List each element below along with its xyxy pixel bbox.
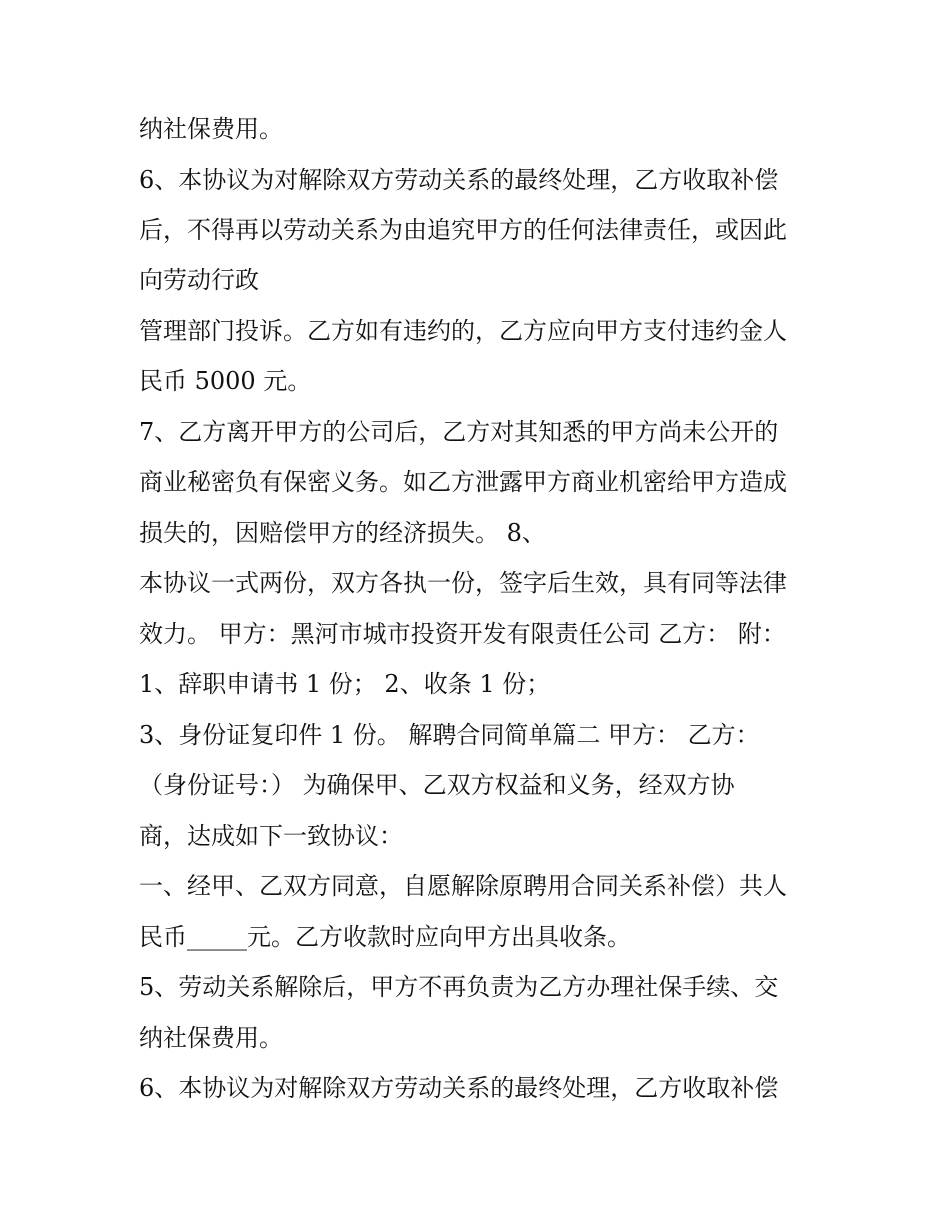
- text-line: 后，不得再以劳动关系为由追究甲方的任何法律责任，或因此: [139, 216, 787, 244]
- text-line: 6、本协议为对解除双方劳动关系的最终处理，乙方收取补偿: [139, 166, 779, 194]
- text-line: 本协议一式两份，双方各执一份，签字后生效，具有同等法律: [139, 569, 787, 597]
- text-line: （身份证号：） 为确保甲、乙双方权益和义务，经双方协: [139, 771, 735, 799]
- text-line: 5、劳动关系解除后，甲方不再负责为乙方办理社保手续、交: [139, 973, 779, 1001]
- text-line: 3、身份证复印件 1 份。 解聘合同简单篇二 甲方： 乙方：: [139, 721, 760, 749]
- text-line: 纳社保费用。: [139, 115, 283, 143]
- text-line: 1、辞职申请书 1 份； 2、收条 1 份；: [139, 670, 551, 698]
- text-line: 民币_____元。乙方收款时应向甲方出具收条。: [139, 923, 631, 951]
- text-line: 一、经甲、乙双方同意，自愿解除原聘用合同关系补偿）共人: [139, 872, 787, 900]
- text-line: 6、本协议为对解除双方劳动关系的最终处理，乙方收取补偿: [139, 1074, 779, 1102]
- text-line: 管理部门投诉。乙方如有违约的，乙方应向甲方支付违约金人: [139, 317, 787, 345]
- text-line: 损失的，因赔偿甲方的经济损失。 8、: [139, 519, 546, 547]
- text-line: 纳社保费用。: [139, 1024, 283, 1052]
- text-line: 商业秘密负有保密义务。如乙方泄露甲方商业机密给甲方造成: [139, 468, 787, 496]
- text-line: 效力。 甲方：黑河市城市投资开发有限责任公司 乙方： 附：: [139, 620, 786, 648]
- text-line: 商，达成如下一致协议：: [139, 822, 403, 850]
- text-line: 7、乙方离开甲方的公司后，乙方对其知悉的甲方尚未公开的: [139, 418, 779, 446]
- text-line: 民币 5000 元。: [139, 367, 312, 395]
- text-line: 向劳动行政: [139, 266, 259, 294]
